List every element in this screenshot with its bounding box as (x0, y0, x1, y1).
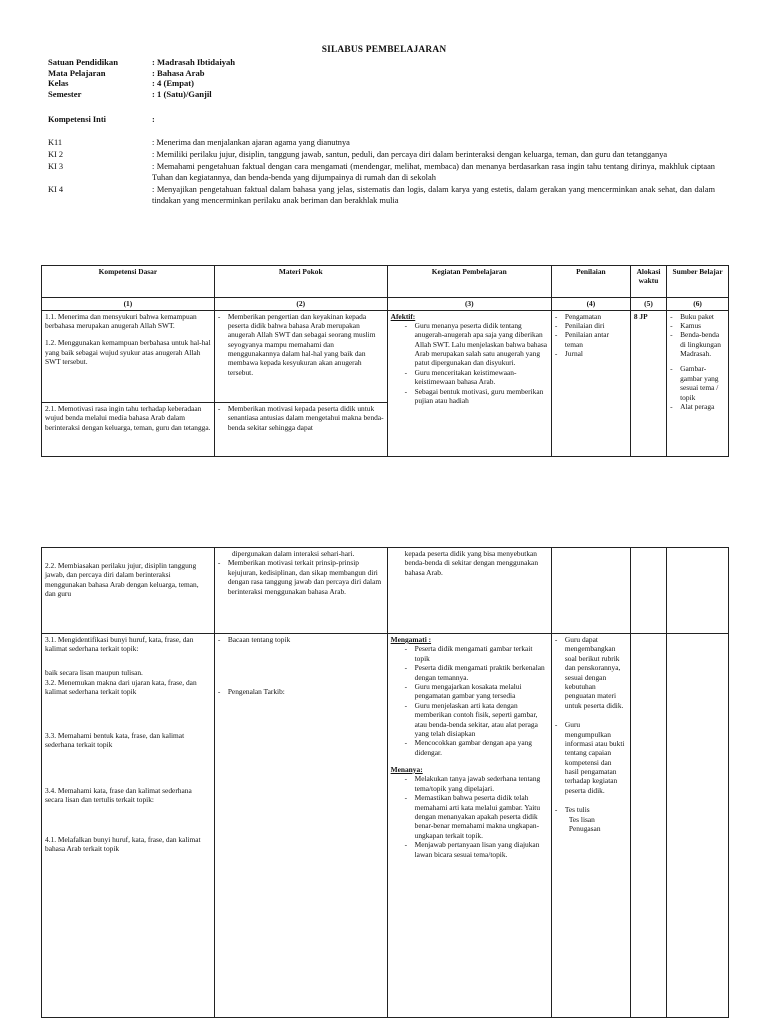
meta-value: : Madrasah Ibtidaiyah (152, 57, 236, 67)
kd-cell (42, 310, 215, 402)
meta-value: : 4 (Empat) (152, 78, 195, 89)
table-row (42, 548, 729, 634)
kp-item: Guru menanya peserta didik tentang anugerah-anugerah apa saja yang diberikan Allah SWT. Lalu menjelaskan bahwa bahasa Arab merupakan salah satu anugerah yang patut dipergunakan dan disyukuri. (414, 320, 548, 368)
penilaian-item: Tes lisan (568, 814, 595, 824)
col-number: (1) (42, 298, 215, 310)
sumber-cell (667, 634, 729, 1018)
mp-cell: - Memberikan motivasi kepada peserta didik untuk senantiasa antusias dalam mengetahui makna benda-benda sekitar sehingga dapat (214, 402, 387, 456)
kd-2-1: 2.1. Memotivasi rasa ingin tahu terhadap keberadaan wujud benda melalui media bahasa Arab dalam berinteraksi dengan keluarga, teman, guru dan tetangga. (45, 403, 211, 432)
sumber-item: Gambar-gambar yang sesuai tema / topik (680, 364, 719, 402)
table-header-row (42, 266, 729, 298)
mp-item: Memberikan pengertian dan keyakinan kepada peserta didik bahwa bahasa Arab merupakan anugerah Allah SWT dan sebagai seorang muslim seyogyanya mampu memahami dan menggunakannya dalam hal-hal yang baik dan membawa kepada kesyukuran akan anugerah tersebut. (227, 311, 376, 377)
kd-3-1: 3.1. Mengidentifikasi bunyi huruf, kata, frase, dan kalimat sederhana terkait topik: (45, 635, 194, 654)
col-number: (4) (551, 298, 630, 310)
meta-key: Satuan Pendidikan (48, 57, 118, 67)
ki-list (48, 138, 715, 208)
penilaian-cell: - Pengamatan - Penilaian diri - Penilaian antar teman - Jurnal (551, 310, 630, 456)
kd-3-2: 3.2. Menemukan makna dari ujaran kata, frase, dan kalimat sederhana terkait topik (45, 677, 197, 696)
ki-text: : Menerima dan menjalankan ajaran agama yang dianutnya (152, 138, 350, 147)
arabic-tarkib (218, 722, 384, 730)
kd-cell (42, 548, 215, 634)
meta-row (48, 78, 448, 89)
kp-item: Peserta didik mengamati gambar terkait topik (414, 644, 533, 663)
kp-item: Guru menjelaskan arti kata dengan memberikan contoh fisik, seperti gambar, atau benda-benda sekitar, atau alat peraga yang telah disiapkan (414, 700, 538, 738)
penilaian-item: Guru mengumpulkan informasi atau bukti tentang capaian kompetensi dan hasil pengamatan terhadap kegiatan peserta didik. (564, 720, 625, 795)
syllabus-table-page-1 (41, 265, 729, 457)
table-row (42, 310, 729, 402)
mp-item: Bacaan tentang topik (227, 635, 291, 644)
kp-item: Sebagai bentuk motivasi, guru memberikan pujian atau hadiah (414, 386, 544, 406)
ki-key: KI 3 (48, 162, 64, 172)
sumber-item: Kamus (680, 320, 702, 330)
alokasi-cell (630, 548, 666, 634)
penilaian-item: Guru dapat mengembangkan soal berikut rubrik dan penskorannya, sesuai dengan kebutuhan penguatan materi untuk peserta didik. (564, 635, 624, 710)
meta-row (48, 89, 448, 100)
kd-1-1: 1.1. Menerima dan mensyukuri bahwa kemampuan berbahasa merupakan anugerah Allah SWT. (45, 311, 197, 330)
col-number: (6) (667, 298, 729, 310)
ki-text: : Memahami pengetahuan faktual dengan cara mengamati (mendengar, melihat, membaca) dan menanya berdasarkan rasa ingin tahu tentang dirinya, makhluk ciptaan Tuhan dan kegiatannya, dan benda-benda yang dijumpainya di rumah dan di sekolah (152, 162, 715, 182)
ki-row (48, 185, 715, 207)
ki-heading (48, 115, 728, 126)
kd-2-2: 2.2. Membiasakan perilaku jujur, disiplin tanggung jawab, dan percaya diri dalam berinteraksi menggunakan bahasa Arab dengan keluarga, teman, dan guru (45, 561, 199, 599)
kd-1-2: 1.2. Menggunakan kemampuan berbahasa untuk hal-hal yang baik sebagai wujud syukur atas anugerah Allah SWT tersebut. (45, 338, 211, 367)
penilaian-item: Penugasan (568, 824, 601, 834)
ki-key: KI 2 (48, 150, 64, 160)
header-kompetensi-dasar: Kompetensi Dasar (42, 266, 215, 298)
ki-key: KI 4 (48, 184, 64, 194)
menanya-label: Menanya: (390, 765, 423, 775)
sumber-cell: - Buku paket - Kamus - Benda-benda di lingkungan Madrasah. - Gambar-gambar yang sesuai tema / topik - Alat peraga (667, 310, 729, 456)
afektif-label: Afektif: (390, 311, 416, 321)
syllabus-table-page-2 (41, 547, 729, 1018)
kd-cell (42, 402, 215, 456)
kp-item: Guru menceritakan keistimewaan- keistimewaan bahasa Arab. (414, 367, 517, 387)
kd-3-3: 3.3. Memahami bentuk kata, frase, dan kalimat sederhana terkait topik (45, 730, 185, 750)
kd-cell (42, 634, 215, 1018)
mp-item: Pengenalan Tarkib: (227, 686, 285, 696)
penilaian-item: Penilaian antar teman (564, 330, 610, 349)
ki-row (48, 138, 715, 149)
kp-item: Memastikan bahwa peserta didik telah memahami arti kata melalui gambar. Yaitu dengan menanyakan apakah peserta didik benar-benar memahami makna ungkapan-ungkapan terkait topik. (414, 793, 541, 840)
table-row (42, 634, 729, 1018)
sumber-item: Alat peraga (680, 402, 715, 412)
meta-value: : 1 (Satu)/Ganjil (152, 88, 212, 99)
kp-item: Peserta didik mengamati praktik berkenalan dengan temannya. (414, 663, 545, 682)
alokasi-cell (630, 634, 666, 1018)
sumber-cell (667, 548, 729, 634)
kd-3-1-b: baik secara lisan maupun tulisan. (45, 668, 143, 678)
alokasi-cell: 8 JP (630, 310, 666, 456)
arabic-tarkib (218, 711, 384, 719)
sumber-item: Benda-benda di lingkungan Madrasah. (680, 330, 721, 359)
ki-row (48, 162, 715, 184)
penilaian-item: Pengamatan (564, 311, 602, 321)
header-penilaian: Penilaian (551, 266, 630, 298)
meta-key: Semester (48, 88, 82, 99)
kd-4-1: 4.1. Melafalkan bunyi huruf, kata, frase, dan kalimat bahasa Arab terkait topik (45, 834, 201, 854)
penilaian-item: Penilaian diri (564, 320, 605, 330)
meta-value: : Bahasa Arab (152, 67, 205, 78)
ki-row (48, 150, 715, 161)
meta-row (48, 68, 448, 79)
kp-item: Mencocokkan gambar dengan apa yang didengar. (414, 738, 533, 757)
header-kegiatan: Kegiatan Pembelajaran (387, 266, 551, 298)
ki-key: K11 (48, 138, 63, 147)
mp-item: Memberikan motivasi kepada peserta didik untuk senantiasa antusias dalam mengetahui makna benda-benda sekitar sehingga dapat (227, 403, 384, 432)
penilaian-cell: - Guru dapat mengembangkan soal berikut rubrik dan penskorannya, sesuai dengan kebutuhan penguatan materi untuk peserta didik. - Guru mengumpulkan informasi atau bukti tentang capaian kompetensi dan hasil pengamatan terhadap kegiatan peserta didik. - Tes tulis Tes lisan Penugasan (551, 634, 630, 1018)
mp-cell: dipergunakan dalam interaksi sehari-hari. - Memberikan motivasi terkait prinsip-prinsip kejujuran, kedisiplinan, dan sikap membangun diri dengan rasa tanggung jawab dan percaya diri dalam berinteraksi menggunakan bahasa Arab. (214, 548, 387, 634)
mengamati-label: Mengamati : (390, 635, 432, 644)
mp-cell: - Bacaan tentang topik - Pengenalan Tarkib: (214, 634, 387, 1018)
header-materi-pokok: Materi Pokok (214, 266, 387, 298)
kp-item: Melakukan tanya jawab sederhana tentang tema/topik yang dipelajari. (414, 774, 541, 793)
col-number: (2) (214, 298, 387, 310)
table-number-row (42, 298, 729, 310)
ki-heading-colon: : (152, 115, 155, 124)
mp-continued: dipergunakan dalam interaksi sehari-hari. (231, 549, 355, 558)
kp-cell: Afektif: - Guru menanya peserta didik tentang anugerah-anugerah apa saja yang diberikan Allah SWT. Lalu menjelaskan bahwa bahasa Arab merupakan salah satu anugerah yang patut dipergunakan dan disyukuri. - Guru menceritakan keistimewaan- keistimewaan bahasa Arab. - Sebagai bentuk motivasi, guru memberikan pujian atau hadiah (387, 310, 551, 456)
arabic-topic (45, 857, 211, 865)
meta-key: Mata Pelajaran (48, 67, 106, 78)
ki-text: : Menyajikan pengetahuan faktual dalam bahasa yang jelas, sistematis dan logis, dalam karya yang estetis, dalam gerakan yang mencerminkan anak sehat, dan dalam tindakan yang mencerminkan perilaku anak beriman dan berakhlak mulia (152, 184, 715, 205)
arabic-topic (45, 657, 211, 665)
arabic-topic (45, 699, 211, 707)
kd-3-4: 3.4. Memahami kata, frase dan kalimat sederhana secara lisan dan tertulis terkait topik: (45, 785, 192, 805)
ki-heading-label: Kompetensi Inti (48, 115, 106, 124)
page-title: SILABUS PEMBELAJARAN (321, 45, 447, 55)
penilaian-cell (551, 548, 630, 634)
arabic-topic (45, 808, 211, 816)
arabic-tarkib (218, 699, 384, 707)
header-alokasi-waktu: Alokasi waktu (630, 266, 666, 298)
arabic-topic (218, 647, 384, 655)
identity-block (48, 57, 448, 99)
meta-row (48, 57, 448, 68)
penilaian-item: Tes tulis (564, 805, 590, 815)
kp-continued: kepada peserta didik yang bisa menyebutkan benda-benda di sekitar dengan menggunakan bahasa Arab. (404, 549, 539, 577)
sumber-item: Buku paket (680, 311, 714, 321)
col-number: (3) (387, 298, 551, 310)
penilaian-item: Jurnal (564, 349, 583, 359)
mp-cell: - Memberikan pengertian dan keyakinan kepada peserta didik bahwa bahasa Arab merupakan anugerah Allah SWT dan sebagai seorang muslim seyogyanya mampu memahami dan menggunakannya dalam hal-hal yang baik dan membawa kepada kesyukuran akan anugerah tersebut. (214, 310, 387, 402)
kp-item: Menjawab pertanyaan lisan yang diajukan lawan bicara sesuai tema/topik. (414, 840, 540, 859)
header-sumber-belajar: Sumber Belajar (667, 266, 729, 298)
mp-item: Memberikan motivasi terkait prinsip-prinsip kejujuran, kedisiplinan, dan sikap membangun diri dengan rasa tanggung jawab dan percaya diri dalam berinteraksi menggunakan bahasa Arab. (227, 558, 382, 596)
col-number: (5) (630, 298, 666, 310)
kp-item: Guru mengajarkan kosakata melalui pengamatan gambar yang tersedia (414, 681, 522, 701)
kp-cell (387, 548, 551, 634)
meta-key: Kelas (48, 78, 69, 89)
kp-cell: Mengamati : - Peserta didik mengamati gambar terkait topik - Peserta didik mengamati praktik berkenalan dengan temannya. - Guru mengajarkan kosakata melalui pengamatan gambar yang tersedia - Guru menjelaskan arti kata dengan memberikan contoh fisik, seperti gambar, atau benda-benda sekitar, atau alat peraga yang telah disiapkan - Mencocokkan gambar dengan apa yang didengar. Menanya: - Melakukan tanya jawab sederhana tentang tema/topik yang dipelajari. - Memastikan bahwa peserta didik telah memahami arti kata melalui gambar. Yaitu dengan menanyakan apakah peserta didik benar-benar memahami makna ungkapan-ungkapan terkait topik. - Menjawab pertanyaan lisan yang diajukan lawan bicara sesuai tema/topik. (387, 634, 551, 1018)
arabic-topic (45, 752, 211, 760)
ki-text: : Memiliki perilaku jujur, disiplin, tanggung jawab, santun, peduli, dan percaya diri dalam berinteraksi dengan keluarga, teman, dan guru dan tetangganya (152, 150, 668, 160)
